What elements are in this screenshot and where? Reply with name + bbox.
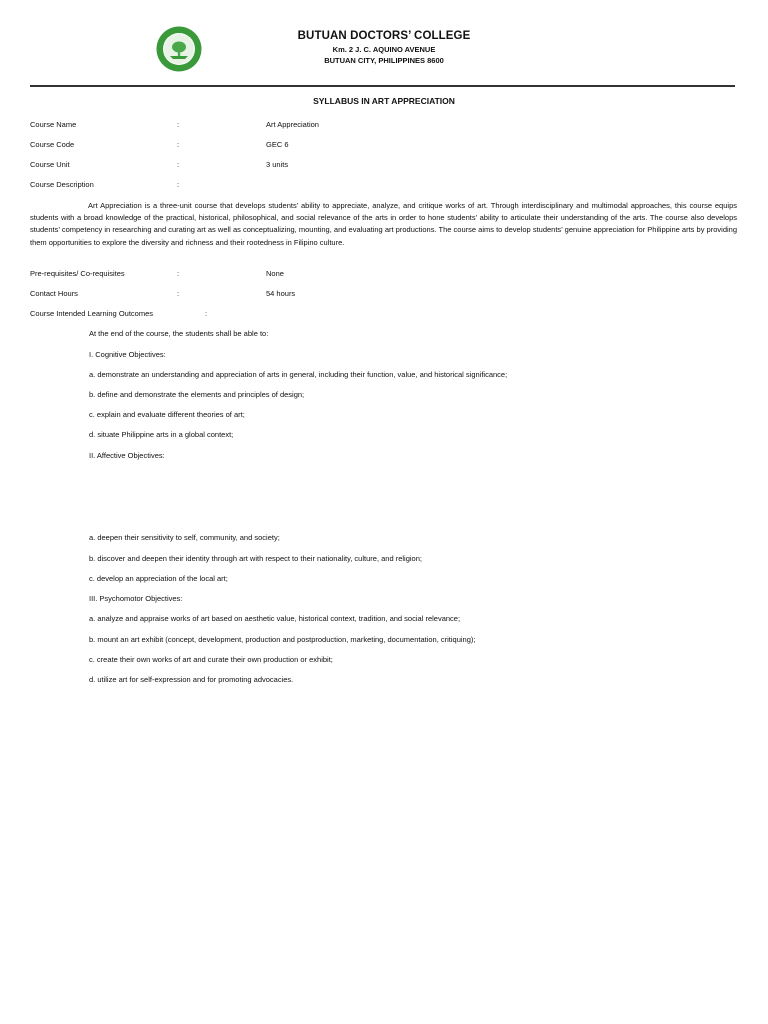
document-title: SYLLABUS IN ART APPRECIATION bbox=[313, 96, 455, 106]
outcomes-intro: At the end of the course, the students shall be able to: bbox=[89, 329, 269, 338]
college-seal-logo bbox=[156, 26, 202, 72]
cognitive-heading: I. Cognitive Objectives: bbox=[89, 350, 166, 359]
header-divider bbox=[30, 85, 735, 87]
prerequisites-label: Pre-requisites/ Co-requisites bbox=[30, 269, 125, 278]
course-name-label: Course Name bbox=[30, 120, 77, 129]
contact-hours-colon: : bbox=[177, 289, 180, 298]
course-name-value: Art Appreciation bbox=[266, 120, 319, 129]
psychomotor-item: d. utilize art for self-expression and for promoting advocacies. bbox=[89, 675, 294, 684]
contact-hours-value: 54 hours bbox=[266, 289, 296, 298]
affective-heading: II. Affective Objectives: bbox=[89, 451, 165, 460]
course-unit-value: 3 units bbox=[266, 160, 289, 169]
course-code-value: GEC 6 bbox=[266, 140, 289, 149]
cognitive-item: b. define and demonstrate the elements and principles of design; bbox=[89, 390, 305, 399]
affective-item: c. develop an appreciation of the local art; bbox=[89, 574, 228, 583]
psychomotor-item: c. create their own works of art and curate their own production or exhibit; bbox=[89, 655, 333, 664]
college-name: BUTUAN DOCTORS’ COLLEGE bbox=[297, 30, 471, 42]
affective-item: b. discover and deepen their identity through art with respect to their nationality, culture, and religion; bbox=[89, 554, 422, 563]
learning-outcomes-label: Course Intended Learning Outcomes bbox=[30, 309, 153, 318]
course-description-colon: : bbox=[177, 180, 180, 189]
course-code-colon: : bbox=[177, 140, 180, 149]
course-description-text: Art Appreciation is a three-unit course that develops students’ ability to appreciate, analyze, and critique works of art. Through interdisciplinary and multimodal approaches, this course equips students with a broad knowledge of the practical, historical, philosophical, and social relevance of the arts in order to hone students’ ability to articulate their understanding of the arts. The course also develops students’ competency in researching and curating art as well as conceptualizing, mounting, and evaluating art productions. The course aims to develop students’ genuine appreciation for Philippine arts by providing them opportunities to explore the diversity and richness and their rootedness in Filipino culture. bbox=[30, 201, 737, 247]
address-line-city: BUTUAN CITY, PHILIPPINES 8600 bbox=[324, 56, 444, 65]
address-line-street: Km. 2 J. C. AQUINO AVENUE bbox=[332, 45, 436, 54]
psychomotor-item: a. analyze and appraise works of art based on aesthetic value, historical context, tradition, and social relevance; bbox=[89, 614, 461, 623]
cognitive-item: c. explain and evaluate different theories of art; bbox=[89, 410, 245, 419]
prerequisites-value: None bbox=[266, 269, 284, 278]
course-description-label: Course Description bbox=[30, 180, 94, 189]
prerequisites-colon: : bbox=[177, 269, 180, 278]
learning-outcomes-colon: : bbox=[205, 309, 208, 318]
course-name-colon: : bbox=[177, 120, 180, 129]
course-code-label: Course Code bbox=[30, 140, 75, 149]
college-header bbox=[284, 30, 484, 65]
cognitive-item: d. situate Philippine arts in a global context; bbox=[89, 430, 234, 439]
course-unit-colon: : bbox=[177, 160, 180, 169]
psychomotor-heading: III. Psychomotor Objectives: bbox=[89, 594, 183, 603]
course-unit-label: Course Unit bbox=[30, 160, 70, 169]
cognitive-item: a. demonstrate an understanding and appreciation of arts in general, including their function, value, and historical significance; bbox=[89, 370, 508, 379]
contact-hours-label: Contact Hours bbox=[30, 289, 78, 298]
psychomotor-item: b. mount an art exhibit (concept, development, production and postproduction, marketing, documentation, critiquing); bbox=[89, 635, 476, 644]
affective-item: a. deepen their sensitivity to self, community, and society; bbox=[89, 533, 280, 542]
